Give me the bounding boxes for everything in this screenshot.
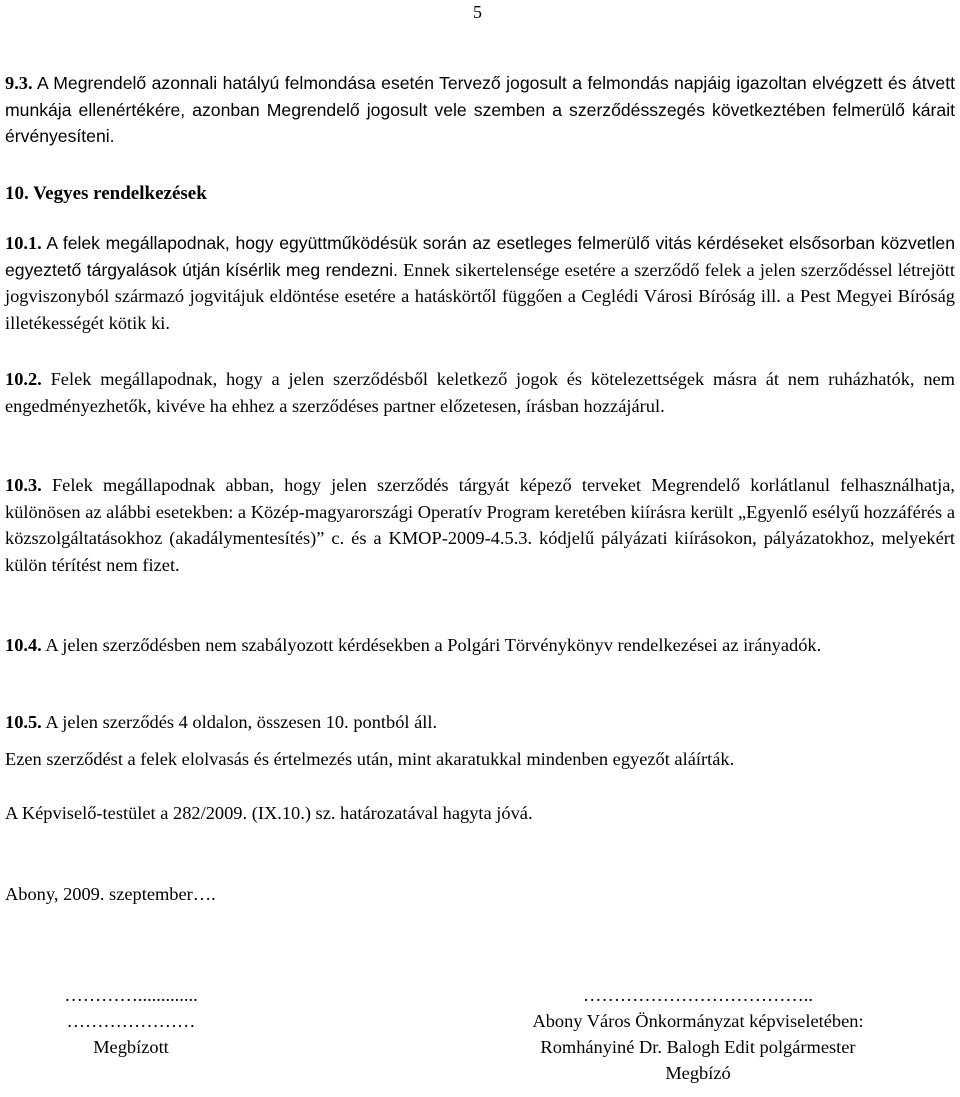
signature-block-contractor: [0, 982, 262, 1060]
clause-number: 10.1.: [5, 233, 42, 253]
clause-number: 9.3.: [5, 73, 33, 93]
clause-text: A Megrendelő azonnali hatályú felmondása esetén Tervező jogosult a felmondás napjáig igazoltan elvégzett és átvett munkája ellenértékére, azonban Megrendelő jogosult vele szemben a szerződésszegés következtében felmerülő kárait érvényesíteni.: [5, 73, 955, 146]
clause-text: Felek megállapodnak, hogy a jelen szerződésből keletkező jogok és kötelezettségek másra át nem ruházhatók, nem engedményezhetők, kivéve ha ehhez a szerződéses partner előzetesen, írásban hozzájárul.: [5, 369, 955, 416]
page-number: 5: [473, 2, 482, 22]
clause-text-sans: A felek megállapodnak, hogy együttműködésük során az esetleges felmerülő vitás kérdéseket elsősorban közvetlen egyeztető tárgyalások útján kísérlik meg rendezni.: [5, 233, 955, 280]
paragraph-10-5: [5, 709, 955, 736]
paragraph-10-1: [5, 230, 955, 336]
paragraph-10-3: [5, 472, 955, 578]
signature-label: Megbízó: [665, 1063, 731, 1083]
clause-number: 10.2.: [5, 369, 42, 389]
signature-label: Megbízott: [93, 1037, 169, 1057]
paragraph-10-2: [5, 366, 955, 419]
paragraph-10-4: [5, 632, 955, 659]
signatory-name: Romhányiné Dr. Balogh Edit polgármester: [540, 1037, 856, 1057]
section-heading: 10. Vegyes rendelkezések: [5, 183, 207, 204]
clause-text: A jelen szerződésben nem szabályozott kérdésekben a Polgári Törvénykönyv rendelkezései az irányadók.: [41, 635, 822, 655]
approval-statement: A Képviselő-testület a 282/2009. (IX.10.) sz. határozatával hagyta jóvá.: [5, 803, 533, 823]
signature-line: ………………………………..: [583, 985, 813, 1005]
clause-number: 10.3.: [5, 475, 42, 495]
place-and-date: Abony, 2009. szeptember….: [5, 884, 216, 904]
paragraph-9-3: [5, 70, 955, 150]
signatory-organization: Abony Város Önkormányzat képviseletében:: [532, 1011, 864, 1031]
signature-block-client: [468, 982, 928, 1086]
clause-text: Ennek sikertelensége esetére a szerződő felek a jelen szerződéssel létrejött jogviszonyból származó jogvitájuk eldöntése esetére a hatáskörtől függően a Ceglédi Városi Bíróság ill. a Pest Megyei Bíróság illetékességét kötik ki.: [5, 259, 955, 333]
clause-text: Felek megállapodnak abban, hogy jelen szerződés tárgyát képező terveket Megrendelő korlátlanul felhasználhatja, különösen az alábbi esetekben: a Közép-magyarországi Operatív Program keretében kiírásra került „Egyenlő esélyű hozzáférés a közszolgáltatásokhoz (akadálymentesítés)” c. és a KMOP-2009-4.5.3. kódjelű pályázati kiírásokon, pályázatokhoz, melyekért külön térítést nem fizet.: [5, 475, 955, 575]
signature-line: …………………: [66, 1011, 196, 1031]
closing-statement: Ezen szerződést a felek elolvasás és értelmezés után, mint akaratukkal mindenben egyezőt aláírták.: [5, 749, 735, 769]
clause-text: A jelen szerződés 4 oldalon, összesen 10. pontból áll.: [41, 712, 438, 732]
signature-line: ………….............: [64, 985, 198, 1005]
clause-number: 10.4.: [5, 635, 42, 655]
clause-number: 10.5.: [5, 712, 42, 732]
